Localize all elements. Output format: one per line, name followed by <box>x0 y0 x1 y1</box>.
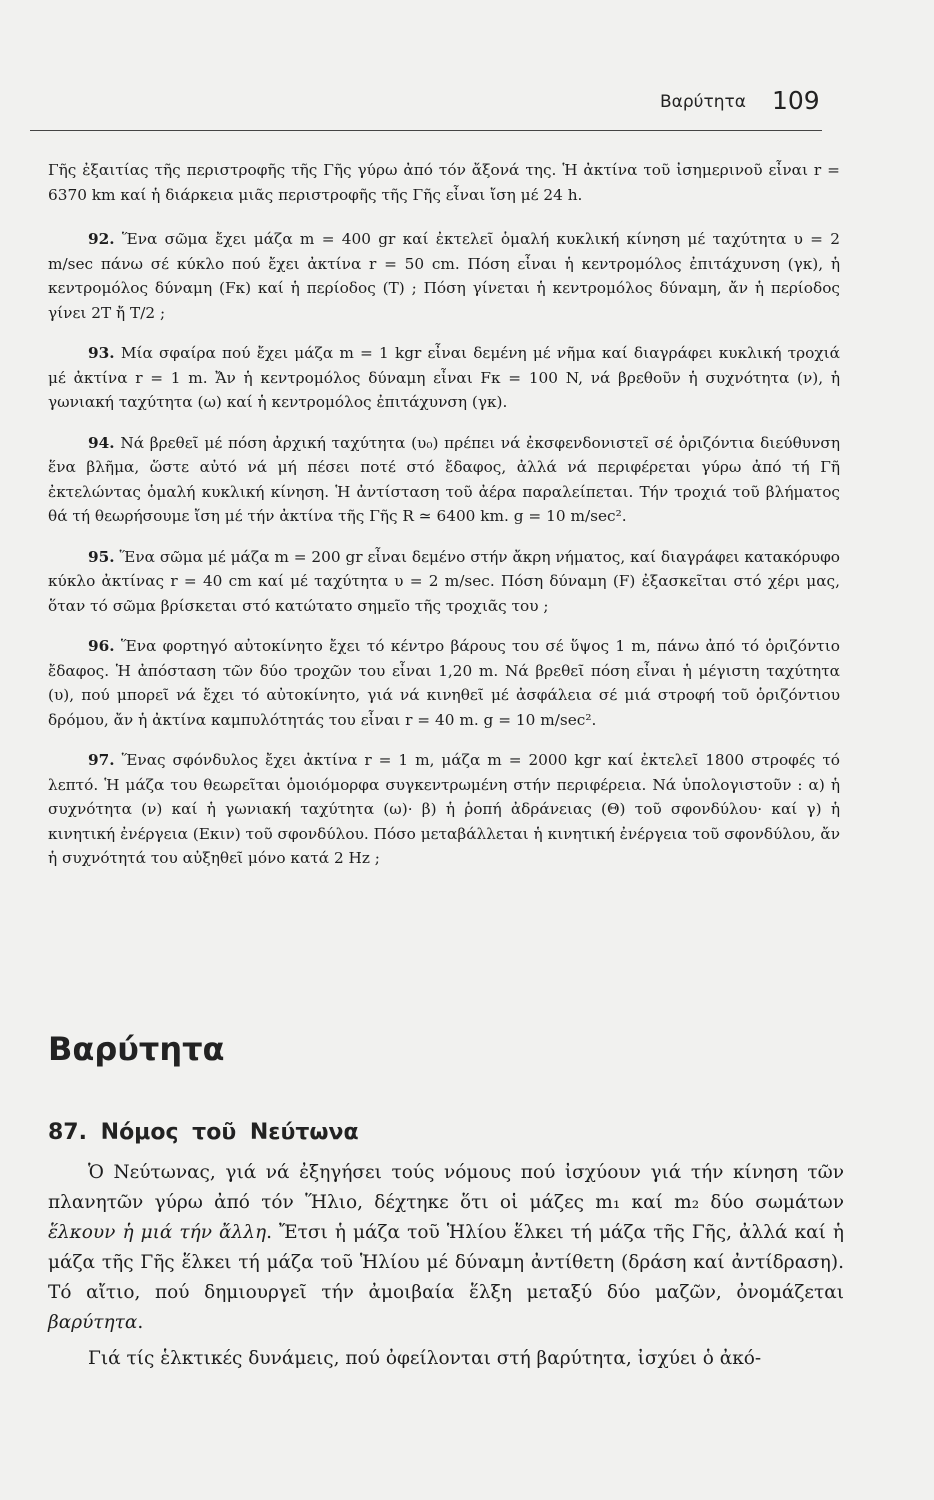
body-text-run: . Ἔτσι ἡ μάζα τοῦ Ἡλίου ἕλκει τή μάζα τῆς Γῆς, ἀλλά καί ἡ μάζα τῆς Γῆς ἕλκει τή μάζα τοῦ Ἡλίου μέ δύναμη ἀντίθετη (δράση καί ἀντίδραση). Τό αἴτιο, πού δημιουργεῖ τήν ἀμοιβαία ἕλξη μεταξύ δύο μαζῶν, ὀνομάζεται <box>48 1222 844 1303</box>
body-text-run: . <box>137 1312 144 1333</box>
problem-93 <box>48 341 840 415</box>
term-gravity: βαρύτητα <box>48 1312 138 1333</box>
problem-97 <box>48 748 840 871</box>
problem-94 <box>48 431 840 529</box>
problems-block <box>48 158 840 887</box>
body-text-run: Ὁ Νεύτωνας, γιά νά ἐξηγήσει τούς νόμους πού ἰσχύουν γιά τήν κίνηση τῶν πλανητῶν γύρω ἀπό τόν Ἥλιο, δέχτηκε ὅτι οἱ μάζες m₁ καί m₂ δύο σωμάτων <box>48 1162 844 1213</box>
subsection-title: Νόμος τοῦ Νεύτωνα <box>100 1120 359 1145</box>
problem-text: Ἕνας σφόνδυλος ἔχει ἀκτίνα r = 1 m, μάζα m = 2000 kgr καί ἐκτελεῖ 1800 στροφές τό λεπτό. Ἡ μάζα του θεωρεῖται ὁμοιόμορφα συγκεντρωμένη στήν περιφέρεια. Νά ὑπολογιστοῦν : α) ἡ συχνότητα (ν) καί ἡ γωνιακή ταχύτητα (ω)· β) ἡ ῥοπή ἀδράνειας (Θ) τοῦ σφονδύλου· καί γ) ἡ κινητική ἐνέργεια (Eκιν) τοῦ σφονδύλου. Πόσο μεταβάλλεται ἡ κινητική ἐνέργεια τοῦ σφονδύλου, ἄν ἡ συχνότητά του αὐξηθεῖ μόνο κατά 2 Hz ; <box>48 751 840 867</box>
subsection-number: 87. <box>48 1120 87 1145</box>
emphasis-text: ἕλκουν ἡ μιά τήν ἄλλη <box>48 1222 267 1243</box>
problem-95 <box>48 545 840 619</box>
section-heading: Βαρύτητα <box>48 1030 225 1068</box>
body-paragraph-1 <box>48 1158 844 1338</box>
problem-number: 92. <box>88 230 115 248</box>
problem-92 <box>48 227 840 325</box>
running-header-title: Βαρύτητα <box>660 92 746 112</box>
problem-text: Ἕνα σῶμα ἔχει μάζα m = 400 gr καί ἐκτελεῖ ὁμαλή κυκλική κίνηση μέ ταχύτητα υ = 2 m/sec πάνω σέ κύκλο πού ἔχει ἀκτίνα r = 50 cm. Πόση εἶναι ἡ κεντρομόλος ἐπιτάχυνση (γκ), ἡ κεντρομόλος δύναμη (Fκ) καί ἡ περίοδος (T) ; Πόση γίνεται ἡ κεντρομόλος δύναμη, ἄν ἡ περίοδος γίνει 2T ἤ T/2 ; <box>48 230 840 322</box>
problem-text: Ἕνα φορτηγό αὐτοκίνητο ἔχει τό κέντρο βάρους του σέ ὕψος 1 m, πάνω ἀπό τό ὁριζόντιο ἔδαφος. Ἡ ἀπόσταση τῶν δύο τροχῶν του εἶναι 1,20 m. Νά βρεθεῖ πόση εἶναι ἡ μέγιστη ταχύτητα (υ), πού μπορεῖ νά ἔχει τό αὐτοκίνητο, γιά νά κινηθεῖ μέ ἀσφάλεια σέ μιά στροφή τοῦ ὁριζόντιου δρόμου, ἄν ἡ ἀκτίνα καμπυλότητάς του εἶναι r = 40 m. g = 10 m/sec². <box>48 637 840 729</box>
problem-number: 95. <box>88 547 115 566</box>
page-number: 109 <box>772 86 820 115</box>
body-paragraph-2: Γιά τίς ἑλκτικές δυνάμεις, πού ὀφείλονται στή βαρύτητα, ἰσχύει ὁ ἀκό- <box>88 1348 762 1369</box>
problem-text: Μία σφαίρα πού ἔχει μάζα m = 1 kgr εἶναι δεμένη μέ νῆμα καί διαγράφει κυκλική τροχιά μέ ἀκτίνα r = 1 m. Ἄν ἡ κεντρομόλος δύναμη εἶναι Fκ = 100 N, νά βρεθοῦν ἡ συχνότητα (ν), ἡ γωνιακή ταχύτητα (ω) καί ἡ κεντρομόλος ἐπιτάχυνση (γκ). <box>48 344 840 411</box>
problem-text: Ἕνα σῶμα μέ μάζα m = 200 gr εἶναι δεμένο στήν ἄκρη νήματος, καί διαγράφει κατακόρυφο κύκλο ἀκτίνας r = 40 cm καί μέ ταχύτητα υ = 2 m/sec. Πόση δύναμη (F) ἐξασκεῖται στό χέρι μας, ὅταν τό σῶμα βρίσκεται στό κατώτατο σημεῖο τῆς τροχιᾶς του ; <box>48 547 840 615</box>
problem-text: Νά βρεθεῖ μέ πόση ἀρχική ταχύτητα (υ₀) πρέπει νά ἐκσφενδονιστεῖ σέ ὁριζόντια διεύθυνση ἕνα βλῆμα, ὥστε αὐτό νά μή πέσει ποτέ στό ἔδαφος, ἀλλά νά περιφέρεται γύρω ἀπό τή Γῆ ἐκτελώντας ὁμαλή κυκλική κίνηση. Ἡ ἀντίσταση τοῦ ἀέρα παραλείπεται. Τήν τροχιά τοῦ βλήματος θά τή θεωρήσουμε ἴση μέ τήν ἀκτίνα τῆς Γῆς R ≃ 6400 km. g = 10 m/sec². <box>48 433 840 525</box>
problem-continuation: Γῆς ἐξαιτίας τῆς περιστροφῆς τῆς Γῆς γύρω ἀπό τόν ἄξονά της. Ἡ ἀκτίνα τοῦ ἰσημερινοῦ εἶναι r = 6370 km καί ἡ διάρκεια μιᾶς περιστροφῆς τῆς Γῆς εἶναι ἴση μέ 24 h. <box>48 161 840 204</box>
body-text <box>48 1158 844 1380</box>
header-rule <box>30 130 822 131</box>
problem-96 <box>48 634 840 732</box>
problem-number: 94. <box>88 433 115 452</box>
problem-number: 96. <box>88 637 115 655</box>
subsection-heading <box>48 1120 359 1145</box>
problem-number: 93. <box>88 344 115 362</box>
problem-number: 97. <box>88 751 115 769</box>
